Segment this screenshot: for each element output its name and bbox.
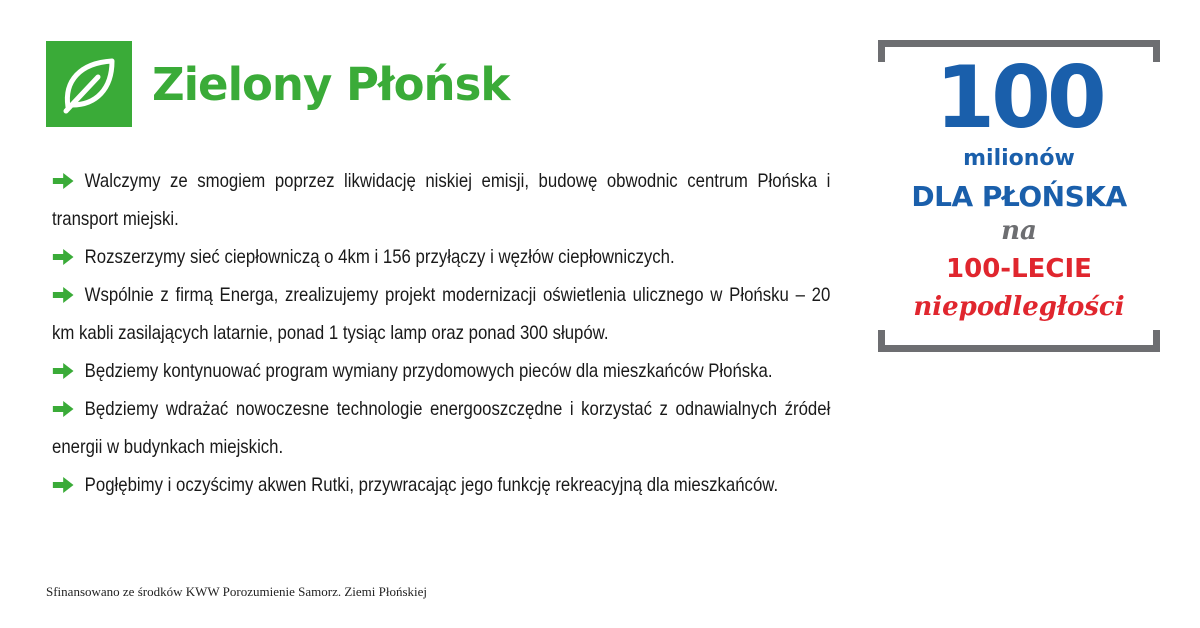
logo xyxy=(46,41,132,127)
arrow-right-icon xyxy=(52,476,74,494)
arrow-right-icon xyxy=(52,286,74,304)
list-item xyxy=(52,238,830,276)
badge-line-for-plonsk: DLA PŁOŃSKA xyxy=(911,180,1127,213)
badge-number: 100 xyxy=(935,48,1103,148)
bullet-text: Pogłębimy i oczyścimy akwen Rutki, przywracając jego funkcję rekreacyjną dla mieszkańców. xyxy=(84,474,779,496)
list-item xyxy=(52,466,830,504)
arrow-right-icon xyxy=(52,400,74,418)
bullet-text: Będziemy wdrażać nowoczesne technologie energooszczędne i korzystać z odnawialnych źródeł energii w budynkach miejskich. xyxy=(52,398,831,458)
leaf-icon xyxy=(46,41,132,127)
bullet-list xyxy=(52,162,830,504)
badge-frame-bottom xyxy=(878,330,1160,352)
arrow-right-icon xyxy=(52,248,74,266)
arrow-right-icon xyxy=(52,172,74,190)
bullet-text: Rozszerzymy sieć ciepłowniczą o 4km i 156 przyłączy i węzłów ciepłowniczych. xyxy=(84,246,675,268)
badge-line-millions: milionów xyxy=(963,146,1075,171)
badge-line-independence: niepodległości xyxy=(913,292,1125,322)
campaign-badge xyxy=(878,40,1160,352)
bullet-text: Wspólnie z firmą Energa, zrealizujemy projekt modernizacji oświetlenia ulicznego w Płońsku – 20 km kabli zasilających latarnie, ponad 1 tysiąc lamp oraz ponad 300 słupów. xyxy=(52,284,831,344)
list-item xyxy=(52,276,830,352)
badge-line-na: na xyxy=(1001,216,1037,246)
arrow-right-icon xyxy=(52,362,74,380)
bullet-text: Będziemy kontynuować program wymiany przydomowych pieców dla mieszkańców Płońska. xyxy=(84,360,773,382)
footer-note: Sfinansowano ze środków KWW Porozumienie Samorz. Ziemi Płońskiej xyxy=(46,584,428,599)
list-item xyxy=(52,352,830,390)
page-title: Zielony Płońsk xyxy=(152,58,510,111)
list-item xyxy=(52,162,830,238)
bullet-text: Walczymy ze smogiem poprzez likwidację niskiej emisji, budowę obwodnic centrum Płońska i transport miejski. xyxy=(52,170,831,230)
badge-line-centenary: 100-LECIE xyxy=(946,254,1092,284)
list-item xyxy=(52,390,830,466)
